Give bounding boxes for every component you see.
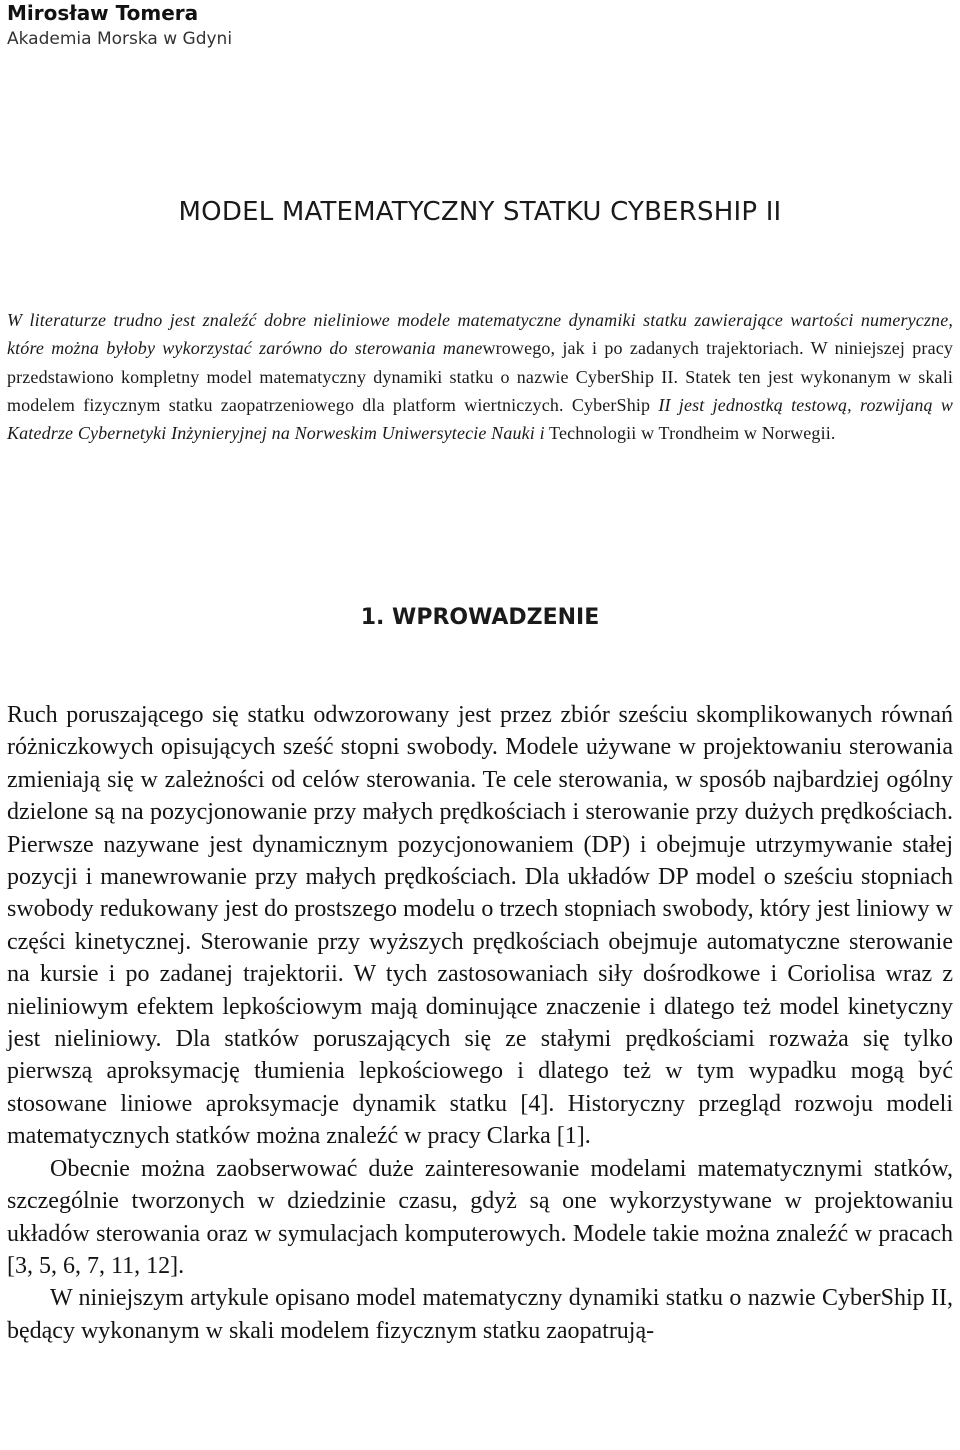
paragraph-1: Ruch poruszającego się statku odwzorowany jest przez zbiór sześciu skomplikowanych równań różniczkowych opisujących sześć stopni swobody. Modele używane w projektowaniu sterowania zmieniają się w zależności od celów sterowania. Te cele sterowania, w sposób najbardziej ogólny dzielone są na pozycjonowanie przy małych prędkościach i sterowanie przy dużych prędkościach. Pierwsze nazywane jest dynamicznym pozycjonowaniem (DP) i obejmuje utrzymywanie stałej pozycji i manewrowanie przy małych prędkościach. Dla układów DP model o sześciu stopniach swobody redukowany jest do prostszego modelu o trzech stopniach swobody, który jest liniowy w części kinetycznej. Sterowanie przy wyższych prędkościach obejmuje automatyczne sterowanie na kursie i po zadanej trajektorii. W tych zastosowaniach siły dośrodkowe i Coriolisa wraz z nieliniowym efektem lepkościowym mają dominujące znaczenie i dlatego też model kinetyczny jest nieliniowy. Dla statków poruszających się ze stałymi prędkościami rozważa się tylko pierwszą aproksymację tłumienia lepkościowego i dlatego też w tym wypadku mogą być stosowane liniowe aproksymacje dynamik statku [4]. Historyczny przegląd rozwoju modeli matematycznych statków można znaleźć w pracy Clarka [1]. [7, 702, 953, 1150]
abstract [7, 306, 953, 447]
author-affiliation: Akademia Morska w Gdyni [7, 29, 233, 49]
author-name: Mirosław Tomera [7, 1, 199, 25]
paragraph-2: Obecnie można zaobserwować duże zainteresowanie modelami matematycznymi statków, szczególnie tworzonych w dziedzinie czasu, gdyż są one wykorzystywane w projektowaniu układów sterowania oraz w symulacjach komputerowych. Modele takie można znaleźć w pracach [3, 5, 6, 7, 11, 12]. [7, 1155, 953, 1279]
section-heading: 1. WPROWADZENIE [360, 605, 600, 630]
paragraph-3: W niniejszym artykule opisano model matematyczny dynamiki statku o nazwie CyberShip II, będący wykonanym w skali modelem fizycznym statku zaopatrują- [7, 1285, 953, 1344]
abstract-italic-1: W literaturze trudno jest znaleźć dobre nieliniowe modele matematyczne dynamiki statku zawierające wartości numeryczne, które można byłoby wykorzystać zarówno do sterowania mane [7, 310, 953, 359]
abstract-text-2: Technologii w Trondheim w Norwegii. [544, 423, 836, 444]
author-block [7, 0, 232, 51]
abstract-text-1: wrowego, jak i po zadanych trajektoriach. W niniejszej pracy przedstawiono kompletny model matematyczny dynamiki statku o nazwie CyberShip II. Statek ten jest wykonanym w skali modelem fizycznym statku zaopatrzeniowego dla platform wiertniczych. CyberShip [7, 338, 954, 415]
abstract-italic-2: II jest jednostką testową, rozwijaną w Katedrze Cybernetyki Inżynieryjnej na Norweskim Uniwersytecie Nauki i [7, 394, 953, 444]
paper-title: MODEL MATEMATYCZNY STATKU CYBERSHIP II [178, 197, 782, 227]
section-body [7, 699, 953, 1347]
